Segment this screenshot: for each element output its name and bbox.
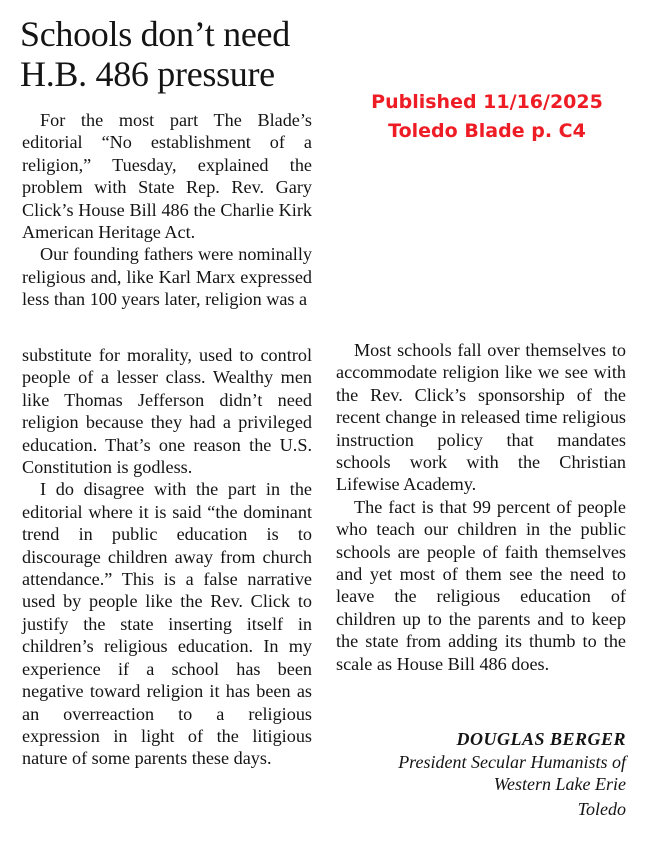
headline <box>20 14 340 94</box>
publication-stamp <box>332 88 642 146</box>
author-name: DOUGLAS BERGER <box>456 729 626 749</box>
paragraph-5: The fact is that 99 percent of people who teach our children in the public schools are people of faith themselves and yet most of them see the need to leave the religious education of children up to the parents and to keep the state from adding its thumb to the scale as House Bill 486 does. <box>336 496 626 674</box>
paragraph-2-start: Our founding fathers were nominally religious and, like Karl Marx expressed less than 100 years later, religion was a <box>22 244 312 310</box>
author-title <box>336 751 626 795</box>
column-2 <box>336 339 626 675</box>
headline-line-2: H.B. 486 pressure <box>20 54 275 94</box>
published-source: Toledo Blade p. C4 <box>388 120 586 142</box>
paragraph-4: Most schools fall over themselves to accommodate religion like we see with the Rev. Click’s sponsorship of the recent change in released time religious instruction policy that mandates schools work with the Christian Lifewise Academy. <box>336 340 626 495</box>
headline-line-1: Schools don’t need <box>20 14 290 54</box>
column-1-bottom <box>22 344 312 770</box>
paragraph-2-continued: substitute for morality, used to control people of a lesser class. Wealthy men like Thomas Jefferson didn’t need religion because they had a privileged education. That’s one reason the U.S. Constitution is godless. <box>22 345 312 478</box>
author-title-line-1: President Secular Humanists of <box>398 752 626 772</box>
author-title-line-2: Western Lake Erie <box>493 774 626 794</box>
paragraph-1: For the most part The Blade’s editorial “No establishment of a religion,” Tuesday, explained the problem with State Rep. Rev. Gary Click’s House Bill 486 the Charlie Kirk American Heritage Act. <box>22 110 312 243</box>
published-date: Published 11/16/2025 <box>371 91 603 113</box>
author-city: Toledo <box>577 799 626 819</box>
column-1-top <box>22 109 312 311</box>
paragraph-3: I do disagree with the part in the editorial where it is said “the dominant trend in public education is to discourage children away from church attendance.” This is a false narrative used by people like the Rev. Click to justify the state inserting itself in children’s religious education. In my experience if a school has been negative toward religion it has been as an overreaction to a religious expression in light of the litigious nature of some parents these days. <box>22 479 312 769</box>
